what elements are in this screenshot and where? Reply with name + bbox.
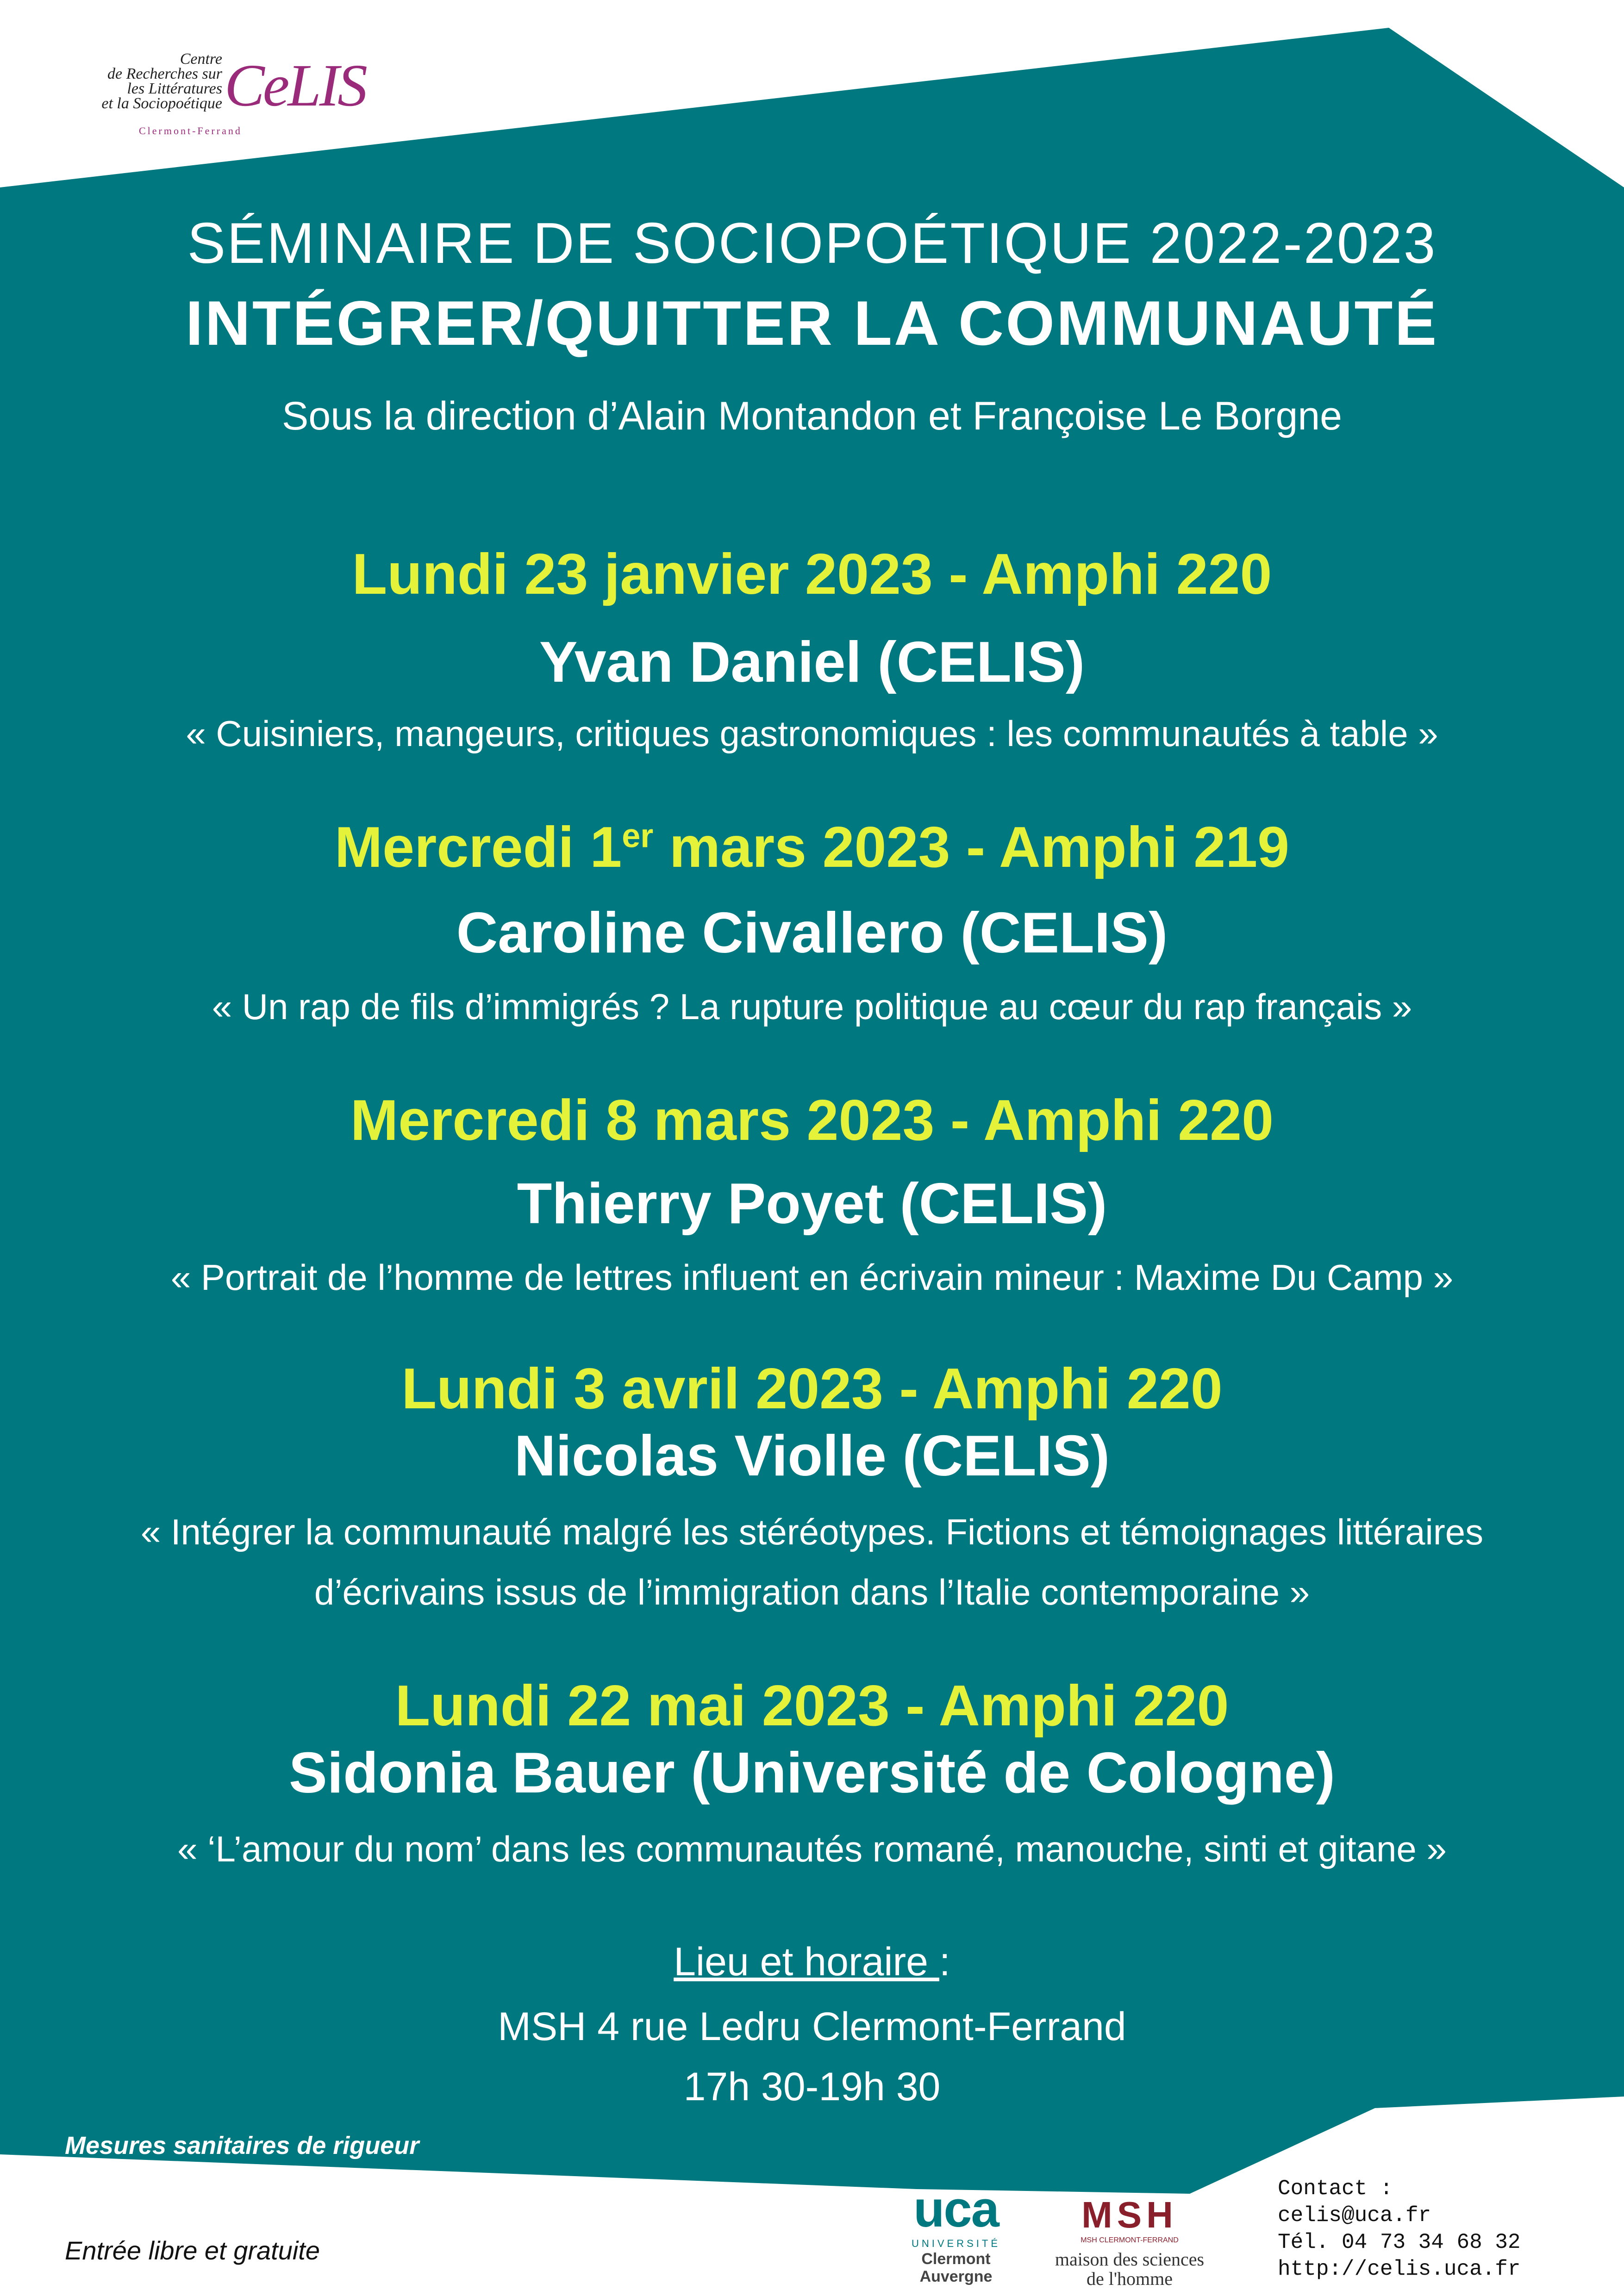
- sanitary-measures-note: Mesures sanitaires de rigueur: [65, 2132, 419, 2159]
- direction-line: Sous la direction d’Alain Montandon et Françoise Le Borgne: [282, 394, 1342, 438]
- place-label: [0, 1939, 1624, 1985]
- uca-logo-line-3: Auvergne: [919, 2268, 993, 2285]
- contact-label: Contact :: [1278, 2177, 1393, 2201]
- celis-logo: [65, 46, 366, 153]
- session-1-talk: « Cuisiniers, mangeurs, critiques gastronomiques : les communautés à table »: [186, 713, 1438, 754]
- session-5-talk: « ‘L’amour du nom’ dans les communautés romané, manouche, sinti et gitane »: [177, 1829, 1447, 1869]
- logo-line-3: les Littératures: [127, 80, 222, 97]
- uca-logo-line-2: Clermont: [921, 2250, 991, 2268]
- session-3-speaker: Thierry Poyet (CELIS): [517, 1172, 1107, 1236]
- main-title: INTÉGRER/QUITTER LA COMMUNAUTÉ: [185, 288, 1439, 358]
- seminar-title: SÉMINAIRE DE SOCIOPOÉTIQUE 2022-2023: [187, 212, 1437, 275]
- contact-phone: Tél. 04 73 34 68 32: [1278, 2230, 1521, 2254]
- free-entry-note: Entrée libre et gratuite: [65, 2236, 320, 2265]
- session-1-speaker: Yvan Daniel (CELIS): [539, 630, 1085, 694]
- msh-logo-line-1: maison des sciences: [1055, 2249, 1205, 2270]
- logo-line-2: de Recherches sur: [107, 65, 222, 82]
- session-3-talk: « Portrait de l’homme de lettres influent en écrivain mineur : Maxime Du Camp »: [170, 1257, 1454, 1298]
- contact-block: [1278, 2175, 1521, 2283]
- msh-logo-mark: MSH: [1081, 2194, 1178, 2235]
- msh-logo: [1051, 2194, 1208, 2291]
- uca-logo: [903, 2181, 1009, 2286]
- logo-line-1: Centre: [180, 50, 222, 68]
- msh-logo-small: MSH CLERMONT-FERRAND: [1081, 2236, 1179, 2244]
- session-5-speaker: Sidonia Bauer (Université de Cologne): [289, 1741, 1335, 1805]
- session-4-speaker: Nicolas Violle (CELIS): [514, 1424, 1110, 1488]
- place-label-colon: :: [939, 1940, 950, 1984]
- place-label-text: Lieu et horaire: [674, 1940, 939, 1984]
- session-2-talk: « Un rap de fils d’immigrés ? La rupture politique au cœur du rap français »: [212, 986, 1412, 1027]
- logo-brand: CeLIS: [225, 52, 366, 119]
- place-time: 17h 30-19h 30: [683, 2065, 941, 2109]
- session-4-date: Lundi 3 avril 2023 - Amphi 220: [401, 1357, 1223, 1421]
- session-3-date: Mercredi 8 mars 2023 - Amphi 220: [350, 1089, 1274, 1152]
- session-2-date-sup: er: [622, 817, 654, 855]
- uca-logo-letters: uca: [913, 2181, 999, 2238]
- place-address: MSH 4 rue Ledru Clermont-Ferrand: [498, 2004, 1126, 2049]
- contact-website[interactable]: http://celis.uca.fr: [1278, 2257, 1521, 2281]
- logo-city: Clermont-Ferrand: [139, 125, 242, 137]
- session-2-date-pre: Mercredi 1: [334, 815, 622, 879]
- contact-email[interactable]: celis@uca.fr: [1278, 2203, 1431, 2228]
- uca-logo-line-1: UNIVERSITÉ: [911, 2238, 1001, 2249]
- session-2-speaker: Caroline Civallero (CELIS): [456, 901, 1168, 965]
- session-1-date: Lundi 23 janvier 2023 - Amphi 220: [352, 542, 1272, 606]
- session-2-date: [0, 815, 1624, 880]
- session-4-talk-line-1: « Intégrer la communauté malgré les stéréotypes. Fictions et témoignages littéraires: [140, 1512, 1484, 1552]
- session-5-date: Lundi 22 mai 2023 - Amphi 220: [395, 1674, 1229, 1738]
- logo-line-4: et la Sociopoétique: [101, 95, 222, 112]
- session-2-date-post: mars 2023 - Amphi 219: [653, 815, 1290, 879]
- msh-logo-line-2: de l'homme: [1086, 2268, 1173, 2289]
- session-4-talk-line-2: d’écrivains issus de l’immigration dans l’Italie contemporaine »: [314, 1572, 1310, 1612]
